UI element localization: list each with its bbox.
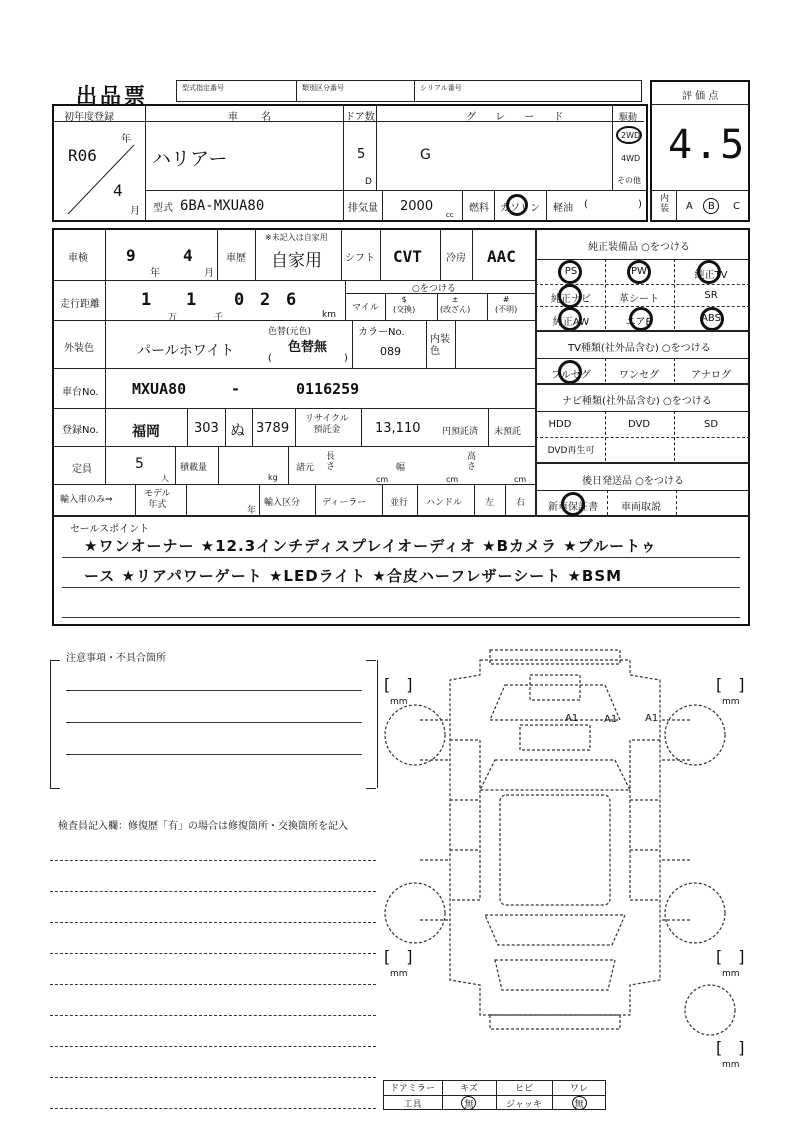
legend-crack: ヒビ bbox=[514, 1084, 533, 1094]
dimension-length: 長さ bbox=[326, 452, 336, 472]
mileage-sen: 千 bbox=[214, 313, 224, 323]
mileage-digit-2: 1 bbox=[186, 290, 197, 310]
inspector-label: 検査員記入欄：修復歴「有」の場合は修復箇所・交換箇所を記入 bbox=[58, 821, 348, 832]
tv-title: TV種類(社外品含む) ○をつける bbox=[568, 343, 711, 354]
load-unit: kg bbox=[268, 473, 278, 482]
repaint-paren-open: ( bbox=[268, 353, 272, 364]
import-right: 右 bbox=[516, 498, 526, 508]
score-label: 評 価 点 bbox=[682, 91, 719, 102]
form-title: 出品票 bbox=[76, 84, 148, 108]
dimension-height: 高さ bbox=[467, 452, 477, 472]
equip-navi-circle bbox=[558, 284, 582, 308]
later-manual: 車両取説 bbox=[621, 502, 661, 513]
drive-2wd: 2WD bbox=[621, 131, 641, 140]
aircon-value: AAC bbox=[487, 247, 516, 266]
doors-label: ドア数 bbox=[345, 112, 375, 123]
notes-frame bbox=[50, 660, 378, 788]
later-title: 後日発送品 ○をつける bbox=[582, 476, 684, 487]
equip-ps: PS bbox=[564, 266, 578, 277]
usage-label: 車歴 bbox=[226, 253, 246, 264]
repaint-paren-close: ) bbox=[344, 353, 348, 364]
mileage-digit-1: 1 bbox=[141, 290, 152, 310]
sales-point-line-2: ース ★リアパワーゲート ★LEDライト ★合皮ハーフレザーシート ★BSM bbox=[84, 567, 623, 585]
equip-aw-circle bbox=[558, 307, 582, 331]
color-no-label: カラーNo. bbox=[358, 327, 405, 338]
navi-dvd-play: DVD再生可 bbox=[547, 446, 595, 456]
import-handle: ハンドル bbox=[426, 498, 463, 508]
fuel-gasoline: ガソリン bbox=[500, 203, 540, 214]
tire-mm-rr: mm bbox=[722, 969, 740, 979]
fuel-label: 燃料 bbox=[469, 203, 489, 214]
tire-bracket-fl: [ ] bbox=[384, 675, 413, 694]
legend-jack: ジャッキ bbox=[506, 1100, 542, 1110]
mileage-km: km bbox=[322, 310, 336, 320]
equip-airbag-circle bbox=[629, 307, 653, 331]
registration-label: 登録No. bbox=[62, 425, 99, 436]
legend-tools-value: 無 bbox=[464, 1100, 474, 1110]
color-no-value: 089 bbox=[380, 345, 401, 358]
displacement-label: 排気量 bbox=[348, 203, 378, 214]
shaken-label: 車検 bbox=[68, 253, 88, 264]
displacement-unit: cc bbox=[446, 211, 454, 219]
grade-label: グ レ ー ド bbox=[466, 112, 572, 123]
sales-point-line-1: ★ワンオーナー ★12.3インチディスプレイオーディオ ★Bカメラ ★ブルートゥ bbox=[84, 537, 657, 555]
doors-sub: D bbox=[365, 177, 372, 187]
meter-title: ○をつける bbox=[412, 284, 456, 294]
import-label: 輸入車のみ⇒ bbox=[60, 495, 113, 505]
katashiki-shitei-label: 型式指定番号 bbox=[182, 84, 224, 92]
navi-dvd: DVD bbox=[627, 419, 651, 430]
shaken-year-unit: 年 bbox=[150, 268, 160, 279]
equip-abs-circle bbox=[700, 307, 724, 331]
aircon-label: 冷房 bbox=[446, 253, 466, 264]
mileage-man: 万 bbox=[168, 313, 178, 323]
doors-value: 5 bbox=[357, 147, 366, 162]
legend-mirror: ドアミラー bbox=[390, 1084, 435, 1094]
navi-sd: SD bbox=[703, 419, 719, 430]
shaken-year: 9 bbox=[126, 246, 136, 265]
chassis-label: 車台No. bbox=[62, 387, 99, 398]
equip-pw-circle bbox=[627, 260, 651, 284]
mileage-label: 走行距離 bbox=[60, 299, 100, 310]
tv-fullseg-circle bbox=[558, 360, 582, 384]
navi-hdd: HDD bbox=[548, 419, 572, 430]
registration-kana: ぬ bbox=[230, 421, 246, 439]
car-diagram bbox=[380, 630, 760, 1070]
tv-analog: アナログ bbox=[691, 370, 731, 381]
later-warranty: 新車保証書 bbox=[548, 502, 598, 513]
fuel-diesel: 軽油 bbox=[553, 203, 573, 214]
legend-tools: 工具 bbox=[403, 1100, 422, 1110]
recycle-status-2: 未預託 bbox=[494, 427, 522, 437]
car-name-label: 車 名 bbox=[228, 112, 282, 123]
equip-navi: 純正ナビ bbox=[551, 294, 591, 305]
dimension-length-unit: cm bbox=[376, 475, 389, 484]
mileage-digit-3: 0 bbox=[234, 290, 245, 310]
later-warranty-circle bbox=[561, 492, 585, 516]
registration-number: 3789 bbox=[256, 421, 290, 436]
legend-break: ワレ bbox=[569, 1084, 588, 1094]
dimension-width: 幅 bbox=[396, 463, 406, 473]
reg-year-slash bbox=[60, 140, 140, 220]
legend-scratch: キズ bbox=[460, 1084, 478, 1094]
equip-leather: 革シート bbox=[619, 294, 659, 305]
capacity-label: 定員 bbox=[72, 464, 92, 475]
import-model-year: モデル 年式 bbox=[144, 489, 171, 510]
registration-class: 303 bbox=[194, 421, 219, 436]
tire-bracket-spare: [ ] bbox=[716, 1038, 745, 1057]
equip-pw: PW bbox=[631, 266, 647, 277]
equip-tv: 純正TV bbox=[694, 270, 728, 281]
notes-label: 注意事項・不具合箇所 bbox=[66, 653, 166, 664]
car-name-value: ハリアー bbox=[152, 148, 228, 170]
equip-abs: ABS bbox=[701, 313, 721, 324]
mileage-digit-4: 2 bbox=[260, 290, 271, 310]
registration-area: 福岡 bbox=[132, 424, 160, 440]
meter-unknown: # (不明) bbox=[495, 295, 518, 314]
tire-mm-rl: mm bbox=[390, 969, 408, 979]
ruibetsu-label: 類別区分番号 bbox=[302, 84, 344, 92]
fuel-paren-open: ( bbox=[584, 199, 588, 210]
import-left: 左 bbox=[485, 498, 495, 508]
usage-value: 自家用 bbox=[271, 251, 322, 271]
equip-ps-circle bbox=[558, 260, 582, 284]
tire-mm-fl: mm bbox=[390, 697, 408, 707]
meter-modified: ± (改ざん) bbox=[440, 295, 471, 314]
tire-bracket-rl: [ ] bbox=[384, 947, 413, 966]
recycle-label: リサイクル 預託金 bbox=[305, 414, 349, 435]
tv-fullseg: フルセグ bbox=[551, 370, 591, 381]
fuel-paren-close: ) bbox=[638, 199, 642, 210]
reg-month: 4 bbox=[113, 181, 123, 200]
grade-value: G bbox=[420, 147, 431, 163]
reg-year-label: 初年度登録 bbox=[64, 112, 114, 123]
shaken-month-unit: 月 bbox=[204, 268, 214, 279]
dimension-label: 諸元 bbox=[296, 463, 315, 473]
drive-circle bbox=[616, 126, 642, 144]
tire-mm-fr: mm bbox=[722, 697, 740, 707]
import-parallel: 並行 bbox=[390, 498, 409, 508]
recycle-status-1: 円預託済 bbox=[442, 427, 479, 437]
displacement-value: 2000 bbox=[400, 199, 434, 214]
chassis-model: MXUA80 bbox=[132, 380, 187, 398]
dimension-height-unit: cm bbox=[514, 475, 527, 484]
chassis-dash: - bbox=[231, 380, 241, 398]
interior-grade-a: A bbox=[686, 201, 693, 212]
fuel-gasoline-circle bbox=[506, 194, 528, 216]
equip-sr: SR bbox=[704, 290, 718, 301]
shift-label: シフト bbox=[345, 253, 375, 264]
equip-aw: 純正AW bbox=[552, 317, 590, 328]
equipment-title: 純正装備品 ○をつける bbox=[588, 242, 690, 253]
exterior-value: パールホワイト bbox=[137, 343, 235, 359]
repaint-label: 色替(元色) bbox=[268, 327, 312, 337]
import-year-unit: 年 bbox=[247, 506, 257, 516]
meter-exchange: $ (交換) bbox=[393, 295, 416, 314]
capacity-unit: 人 bbox=[161, 474, 169, 483]
legend-tools-circle bbox=[461, 1096, 476, 1110]
drive-other: その他 bbox=[617, 176, 641, 185]
shaken-month: 4 bbox=[183, 246, 193, 265]
import-dealer: ディーラー bbox=[322, 498, 367, 508]
dimension-width-unit: cm bbox=[446, 475, 459, 484]
exterior-label: 外装色 bbox=[64, 343, 94, 354]
chassis-number: 0116259 bbox=[296, 380, 360, 398]
model-value: 6BA-MXUA80 bbox=[180, 198, 265, 214]
tire-bracket-rr: [ ] bbox=[716, 947, 745, 966]
legend-jack-circle bbox=[572, 1096, 587, 1110]
serial-label: シリアル番号 bbox=[420, 84, 462, 92]
meter-mile: マイル bbox=[352, 303, 379, 313]
shift-value: CVT bbox=[393, 247, 422, 266]
reg-month-mark: 月 bbox=[130, 206, 140, 217]
model-label: 型式 bbox=[153, 203, 173, 214]
interior-color-label: 内装色 bbox=[430, 334, 450, 357]
interior-grade-circle bbox=[703, 198, 719, 214]
interior-grade-c: C bbox=[733, 201, 740, 212]
drive-4wd: 4WD bbox=[621, 154, 641, 163]
recycle-value: 13,110 bbox=[375, 421, 421, 436]
navi-title: ナビ種類(社外品含む) ○をつける bbox=[562, 396, 712, 407]
tire-bracket-fr: [ ] bbox=[716, 675, 745, 694]
equip-airbag: エアB bbox=[625, 317, 653, 328]
drive-label: 駆動 bbox=[619, 113, 638, 123]
damage-mark-3: A1 bbox=[645, 713, 659, 724]
interior-label: 内装 bbox=[660, 194, 670, 214]
legend-jack-value: 無 bbox=[574, 1100, 584, 1110]
damage-mark-1: A1 bbox=[565, 713, 579, 724]
tv-oneseg: ワンセグ bbox=[619, 370, 659, 381]
import-div-label: 輸入区分 bbox=[264, 498, 301, 508]
header-id-box bbox=[176, 80, 642, 102]
sales-point-label: セールスポイント bbox=[70, 524, 150, 535]
load-label: 積載量 bbox=[180, 463, 208, 473]
equip-tv-circle bbox=[697, 260, 721, 284]
repaint-value: 色替無 bbox=[288, 340, 328, 355]
usage-note: ※未記入は自家用 bbox=[265, 233, 328, 242]
damage-mark-2: A1 bbox=[604, 714, 618, 725]
interior-grade-b: B bbox=[708, 201, 715, 212]
reg-era: R06 bbox=[68, 146, 97, 165]
capacity-value: 5 bbox=[135, 456, 144, 472]
mileage-digit-5: 6 bbox=[286, 290, 297, 310]
tire-mm-spare: mm bbox=[722, 1060, 740, 1070]
reg-year-mark: 年 bbox=[121, 134, 131, 145]
score-value: 4.5 bbox=[668, 122, 747, 168]
